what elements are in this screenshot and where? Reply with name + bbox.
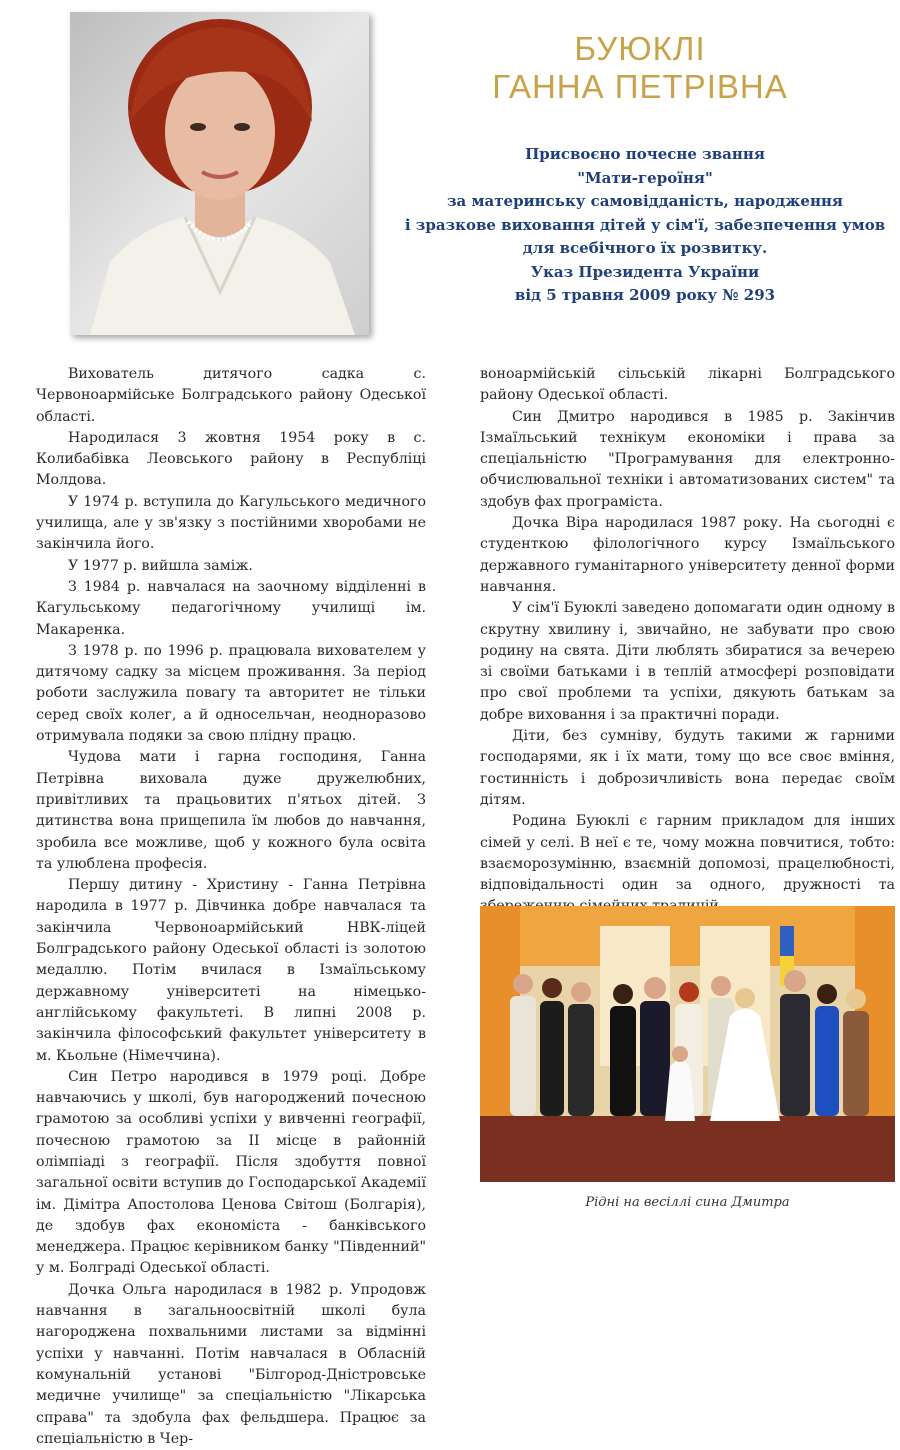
paragraph: Першу дитину - Христину - Ганна Петрівна народила в 1977 р. Дівчинка добре навчалася та закінчила Червоноармійський НВК-ліцей Болградського району Одеської області із золотою медаллю. Потім вчилася в Ізмаїльському державному університеті на німецько-англійському факультеті. В липні 2008 р. закінчила філософський факультет університету в м. Кьольне (Німеччина).	[36, 877, 426, 1064]
paragraph: Дочка Віра народилася 1987 року. На сьогодні є студенткою філологічного курсу Ізмаїльського державного гуманітарного університету денної форми навчання.	[480, 515, 895, 595]
paragraph: Син Петро народився в 1979 році. Добре навчаючись у школі, був нагороджений почесною грамотою за особливі успіхи у вивченні географії, почесною грамотою за ІІ місце в районній олімпіаді з географії. Після здобуття повної загальної освіти вступив до Господарської Академії ім. Дімітра Апостолова Ценова Світош (Болгарія), де здобув фах економіста - банківського менеджера. Працює керівником банку "Південний" у м. Болграді Одеської області.	[36, 1068, 426, 1277]
paragraph: Родина Буюклі є гарним прикладом для інших сімей у селі. В неї є те, чому можна повчитися, тобто: взаєморозумінню, взаємній допомозі, працелюбності, відповідальності один за одного, дружності та	[480, 813, 895, 894]
portrait-photo	[70, 12, 369, 335]
title-given-names: ГАННА ПЕТРІВНА	[492, 68, 788, 105]
decree-line: і зразкове виховання дітей у сім'ї, забезпечення умов	[404, 215, 886, 234]
paragraph: У 1974 р. вступила до Кагульського медичного училища, але у зв'язку з постійними хворобами не закінчила його.	[36, 493, 426, 553]
decree-line: від 5 травня 2009 року № 293	[514, 286, 776, 304]
paragraph: У сім'ї Буюклі заведено допомагати один одному в скрутну хвилину і, звичайно, не забувати про свою родину на свята. Діти люблять збиратися за вечерею зі своїми батьками і в теплій атмосфері розповідати про свої проблеми та успіхи, дякують батькам за добре виховання і за практичні поради.	[480, 600, 895, 723]
family-wedding-photo	[480, 906, 895, 1182]
decree-line: Присвоєно почесне звання	[525, 145, 765, 163]
decree-line: для всебічного їх розвитку.	[522, 239, 768, 257]
paragraph: У 1977 р. вийшла заміж.	[68, 557, 253, 574]
paragraph: воноармійській сільській лікарні Болградського району Одеської області.	[480, 366, 895, 404]
decree-line: Указ Президента України	[530, 262, 760, 281]
paragraph: Син Дмитро народився в 1985 р. Закінчив Ізмаїльський технікум економіки і права за спеціальністю "Програмування для електронно-обчислювальної техніки і автоматизованих систем" та здобув фах програміста.	[480, 408, 895, 510]
title-surname: БУЮКЛІ	[574, 30, 706, 67]
decree-block	[400, 143, 890, 308]
paragraph: Дочка Ольга народилася в 1982 р. Упродовж навчання в загальноосвітній школі була нагороджена похвальними листами за відмінні успіхи у навчанні. Потім навчалася в Обласній комунальній установі "Білгород-Дністровське медичне училище" за спеціальністю "Лікарська справа" та здобула фах фельдшера. Працює за спеціальністю в Чер-	[36, 1281, 426, 1447]
paragraph: З 1984 р. навчалася на заочному відділенні в Кагульському педагогічному училищі ім. Макаренка.	[36, 578, 426, 638]
article-right-column	[480, 364, 895, 960]
page-title	[440, 30, 840, 106]
paragraph: Вихователь дитячого садка с. Червоноармійське Болградського району Одеської області.	[36, 366, 426, 425]
photo-caption: Рідні на весіллі сина Дмитра	[585, 1195, 790, 1210]
paragraph: Чудова мати і гарна господиня, Ганна Петрівна виховала дуже дружелюбних, привітливих та працьовитих п'ятьох дітей. З дитинства вона прищепила їм любов до навчання, зробила все можливе, щоб у кожного була освіта та улюблена професія.	[36, 749, 426, 872]
decree-line: за материнську самовідданість, народження	[446, 192, 844, 210]
decree-line: "Мати-героїня"	[577, 168, 713, 187]
paragraph: З 1978 р. по 1996 р. працювала вихователем у дитячому садку за місцем проживання. За період роботи заслужила повагу та авторитет не тільки серед своїх колег, а й односельчан, неодноразово отримувала подяки за свою плідну працю.	[36, 642, 426, 745]
paragraph: Народилася 3 жовтня 1954 року в с. Колибабівка Леовського району в Республіці Молдова.	[36, 429, 426, 489]
article-left-column	[36, 364, 426, 1450]
paragraph: Діти, без сумніву, будуть такими ж гарними господарями, як і їх мати, тому що все своє вміння, гостинність і доброзичливість вона передає своїм дітям.	[480, 728, 895, 808]
